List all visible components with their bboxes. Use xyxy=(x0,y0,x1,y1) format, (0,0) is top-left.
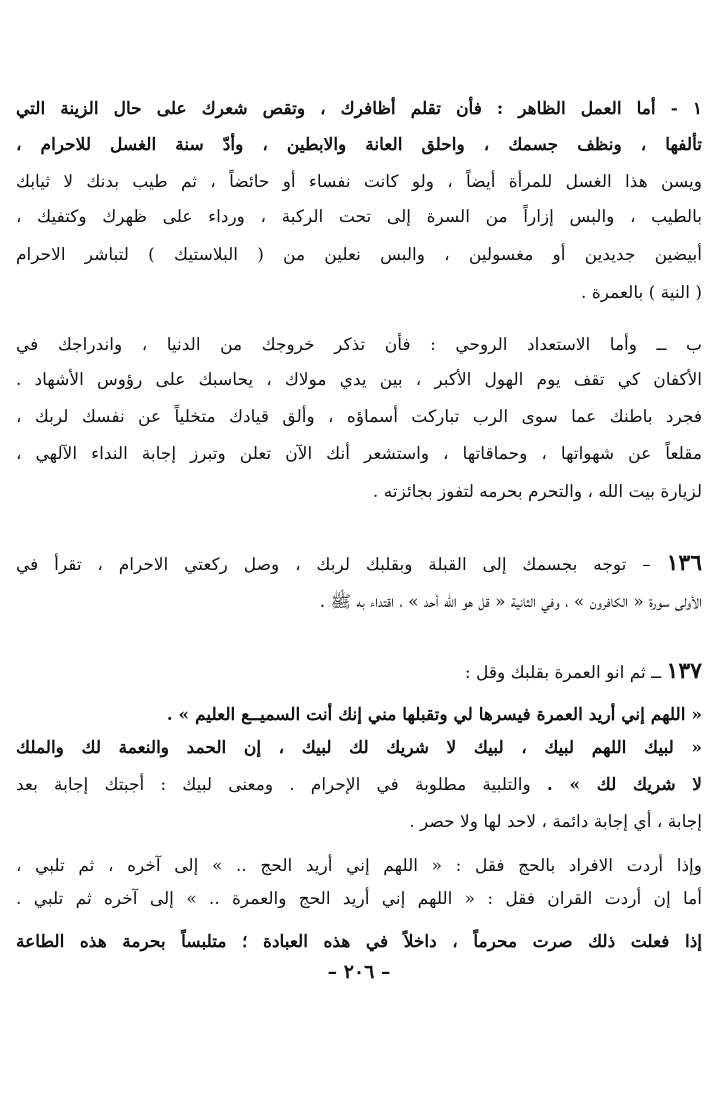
item-137-dua: « اللهم إني أريد العمرة فيسرها لي وتقبلها مني إنك أنت السميــع العليم » . xyxy=(166,705,702,725)
item-137-qiran: أما إن أردت القران فقل : « اللهم إني أريد الحج والعمرة .. » إلى آخره ثم تلبي . xyxy=(16,889,702,909)
page-number: – ٢٠٦ – xyxy=(327,961,391,983)
item-137-talbiya-explanation: والتلبية مطلوبة في الإحرام . ومعنى لبيك : أجبتك إجابة بعد xyxy=(16,775,531,795)
item-136-text: – توجه بجسمك إلى القبلة وبقلبك لربك ، وصل ركعتي الاحرام ، تقرأ في xyxy=(16,555,651,575)
item-137-intro: ــ ثم انو العمرة بقلبك وقل : xyxy=(464,663,662,683)
item-137-talbiya-line-1: « لبيك اللهم لبيك ، لبيك لا شريك لك لبيك ، إن الحمد والنعمة لك والملك xyxy=(16,738,702,758)
section-b-line-4: مقلعاً عن شهواتها ، وحماقاتها ، واستشعر أنك الآن تعلن وتبرز إجابة النداء الآلهي ، xyxy=(16,444,702,464)
section-a-line-3: ويسن هذا الغسل للمرأة أيضاً ، ولو كانت نفساء أو حائضاً ، ثم طيب بدنك لا ثيابك xyxy=(16,172,702,192)
item-137-number: ١٣٧ xyxy=(666,658,702,684)
item-137-line-1 xyxy=(16,657,702,687)
item-137-talbiya-line-3: إجابة ، أي إجابة دائمة ، لاحد لها ولا حصر . xyxy=(409,812,702,832)
item-136-number: ١٣٦ xyxy=(666,550,702,576)
section-a-line-2: تألفها ، ونظف جسمك ، واحلق العانة والابطين ، وأدّ سنة الغسل للاحرام ، xyxy=(16,135,702,155)
section-b-line-3: فجرد باطنك عما سوى الرب تباركت أسماؤه ، وألق قيادك متخلياً عن نفسك لربك ، xyxy=(16,407,702,427)
item-136-line-2: الأولى سورة « الكافرون » ، وفي الثانية « قل هو الله أحد » ، اقتداء به ﷺ . xyxy=(319,592,702,612)
section-a-line-1: ١ - أما العمل الظاهر : فأن تقلم أظافرك ، وتقص شعرك على حال الزينة التي xyxy=(16,99,702,119)
item-137-talbiya-line-2 xyxy=(16,771,702,799)
section-b-line-2: الأكفان كي تقف يوم الهول الأكبر ، بين يدي مولاك ، يحاسبك على رؤوس الأشهاد . xyxy=(16,370,702,390)
section-b-line-1: ب ــ وأما الاستعداد الروحي : فأن تذكر خروجك من الدنيا ، واندراجك في xyxy=(16,335,702,355)
section-b-line-5: لزيارة بيت الله ، والتحرم بحرمه لتفوز بجائزته . xyxy=(372,482,702,502)
item-137-talbiya-end: لا شريك لك » . xyxy=(546,775,702,795)
item-137-ifrad: وإذا أردت الافراد بالحج فقل : « اللهم إني أريد الحج .. » إلى آخره ، ثم تلبي ، xyxy=(16,856,702,876)
item-136-line-1 xyxy=(16,549,702,579)
item-137-final: إذا فعلت ذلك صرت محرماً ، داخلاً في هذه العبادة ؛ متلبساً بحرمة هذه الطاعة xyxy=(16,932,702,952)
section-a-line-6: ( النية ) بالعمرة . xyxy=(581,283,702,303)
section-a-line-4: بالطيب ، والبس إزاراً من السرة إلى تحت الركبة ، ورداء على ظهرك وكتفيك ، xyxy=(16,207,702,227)
section-a-line-5: أبيضين جديدين أو مغسولين ، والبس نعلين من ( البلاستيك ) لتباشر الاحرام xyxy=(16,245,702,265)
